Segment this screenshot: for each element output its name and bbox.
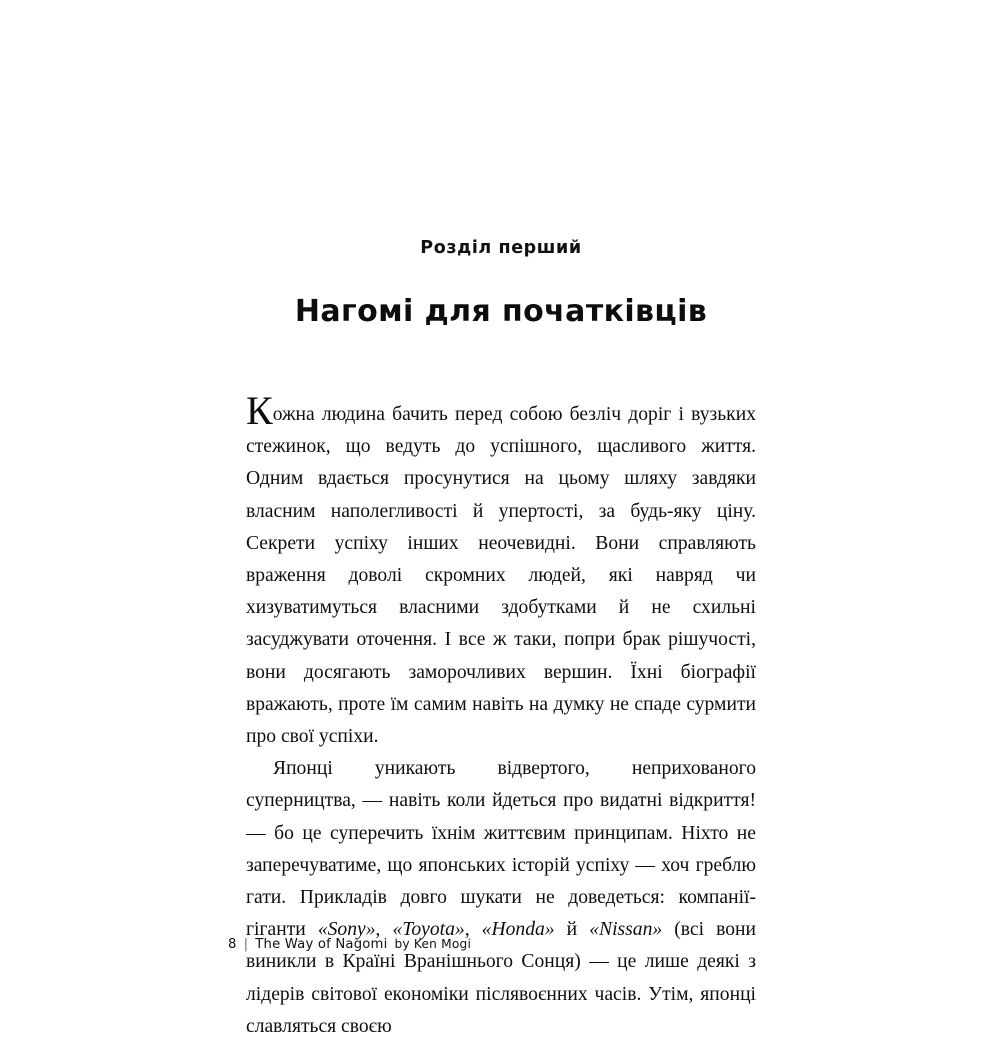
paragraph-2-text: Японці уникають відвертого, неприхованого суперництва, — навіть коли йдеться про видатні відкриття! — бо це суперечить їхнім життєвим принципам. Ніхто не заперечуватиме, що японських історій успіху — хоч греблю гати. Прикладів довго шукати не доведеться: компанії-гіганти [246,758,756,941]
drop-cap: К [246,388,273,433]
chapter-label: Розділ перший [420,238,582,258]
brand-honda: «Honda» [481,919,555,941]
page-footer [228,937,471,952]
paragraph-2-tail: (всі вони виникли в Країні Вранішнього Сонця) — це лише деякі з лідерів світової економіки післявоєнних часів. Утім, японці славляться своєю [246,919,756,1037]
brand-nissan: «Nissan» [589,919,663,941]
paragraph-1 [246,388,756,753]
brand-toyota: «Toyota» [392,919,465,941]
sep-1: , [375,919,393,941]
sep-2: , [464,919,482,941]
footer-book-title: The Way of Nagomi [255,937,388,952]
page-number: 8 [228,937,237,952]
page-content [243,0,756,1037]
sep-3: й [554,919,590,941]
footer-author: by Ken Mogi [394,937,472,951]
brand-sony: «Sony» [317,919,376,941]
paragraph-1-text: ожна людина бачить перед собою безліч доріг і вузьких стежинок, що ведуть до успішного, щасливого життя. Одним вдається просунутися на цьому шляху завдяки власним наполегливості й упертості, за будь-яку ціну. Секрети успіху інших неочевидні. Вони справляють враження доволі скромних людей, які навряд чи хизуватимуться власними здобутками й не схильні засуджувати оточення. І все ж таки, попри брак рішучості, вони досягають заморочливих вершин. Їхні біографії вражають, проте їм самим навіть на думку не спаде сурмити про свої успіхи. [246,404,756,748]
footer-separator: | [243,937,249,952]
page-title: Нагомі для початківців [294,294,708,329]
